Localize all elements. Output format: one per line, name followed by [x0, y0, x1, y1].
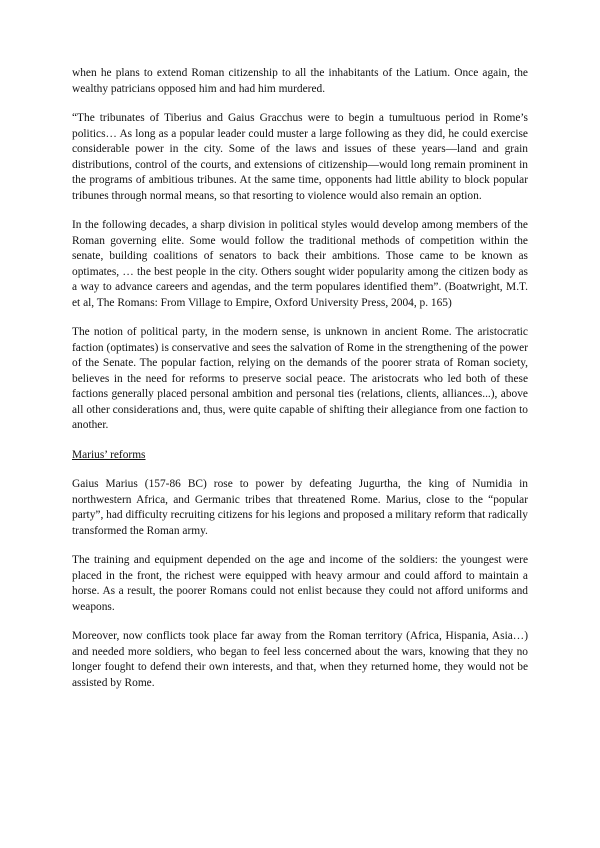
- paragraph-training-equipment: The training and equipment depended on the age and income of the soldiers: the youngest were placed in the front, the richest were equipped with heavy armour and could afford to maintain a horse. As a result, the poorer Romans could not enlist because they could not afford uniforms and weapons.: [72, 554, 528, 613]
- paragraph-quote-optimates: In the following decades, a sharp division in political styles would develop among members of the Roman governing elite. Some would follow the traditional methods of competition within the senate, building coalitions of senators to back their ambitions. Those came to be known as optimates, … the best people in the city. Others sought wider popularity among the citizen body as a way to advance careers and agendas, and the term populares identified them”. (Boatwright, M.T. et al, The Romans: From Village to Empire, Oxford University Press, 2004, p. 165): [72, 219, 528, 309]
- document-page: [72, 66, 528, 705]
- paragraph-gracchus-ending: when he plans to extend Roman citizenship to all the inhabitants of the Latium. Once again, the wealthy patricians opposed him and had him murdered.: [72, 67, 528, 95]
- paragraph-distant-conflicts: Moreover, now conflicts took place far away from the Roman territory (Africa, Hispania, Asia…) and needed more soldiers, who began to feel less concerned about the wars, knowing that they no longer fought to defend their own interests, and that, when they returned home, they would not be assisted by Rome.: [72, 630, 528, 689]
- section-heading-marius-reforms: Marius’ reforms: [72, 448, 146, 461]
- paragraph-political-party: The notion of political party, in the modern sense, is unknown in ancient Rome. The aristocratic faction (optimates) is conservative and sees the salvation of Rome in the strengthening of the power of the Senate. The popular faction, relying on the demands of the poorer strata of Roman society, believes in the need for reforms to preserve social peace. The aristocrats who led both of these factions generally placed personal ambition and personal ties (relations, clients, alliances...), above all other considerations and, thus, were quite capable of shifting their allegiance from one faction to another.: [72, 326, 528, 431]
- paragraph-quote-tribunates: “The tribunates of Tiberius and Gaius Gracchus were to begin a tumultuous period in Rome’s politics… As long as a popular leader could muster a large following as they did, he could exercise considerable power in the city. Some of the laws and issues of these years—land and grain distributions, control of the courts, and extensions of citizenship—would long remain prominent in the programs of ambitious tribunes. At the same time, opponents had little ability to block popular tribunes through normal means, so that resorting to violence would also remain an option.: [72, 112, 528, 202]
- paragraph-gaius-marius: Gaius Marius (157-86 BC) rose to power by defeating Jugurtha, the king of Numidia in northwestern Africa, and Germanic tribes that threatened Rome. Marius, close to the “popular party”, had difficulty recruiting citizens for his legions and proposed a military reform that radically transformed the Roman army.: [72, 478, 528, 537]
